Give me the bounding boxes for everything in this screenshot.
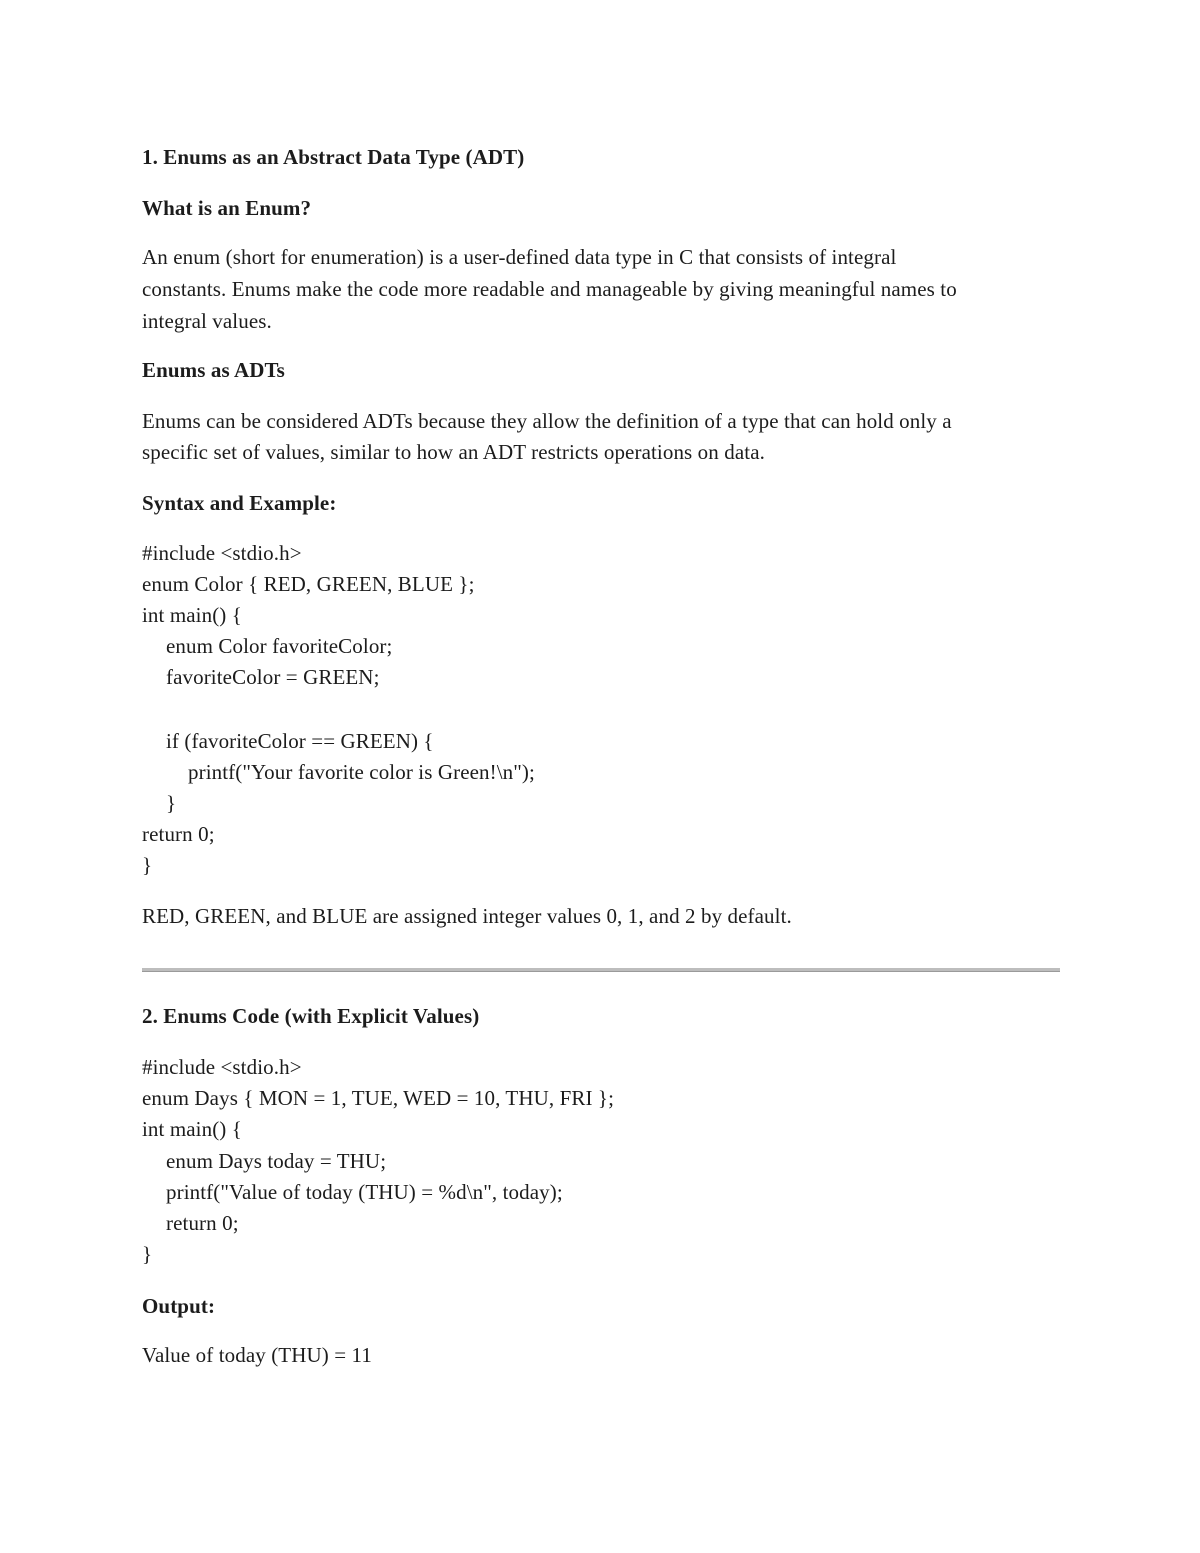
output-label: Output: bbox=[142, 1294, 216, 1318]
code-line: printf("Value of today (THU) = %d\n", today); bbox=[166, 1180, 563, 1204]
output-value: Value of today (THU) = 11 bbox=[142, 1343, 372, 1367]
paragraph-line: An enum (short for enumeration) is a user-defined data type in C that consists of integral bbox=[142, 245, 897, 269]
code-line: enum Days today = THU; bbox=[166, 1149, 387, 1173]
section-1-heading: 1. Enums as an Abstract Data Type (ADT) bbox=[142, 145, 525, 169]
code-line: } bbox=[142, 853, 153, 877]
code-line: enum Color { RED, GREEN, BLUE }; bbox=[142, 572, 475, 596]
section-2-heading: 2. Enums Code (with Explicit Values) bbox=[142, 1004, 480, 1028]
code-line: return 0; bbox=[142, 822, 215, 846]
code-line: } bbox=[142, 1242, 153, 1266]
paragraph-line: specific set of values, similar to how an ADT restricts operations on data. bbox=[142, 440, 765, 464]
code-line: if (favoriteColor == GREEN) { bbox=[166, 729, 434, 753]
paragraph-line: constants. Enums make the code more readable and manageable by giving meaningful names to bbox=[142, 277, 957, 301]
code-line: int main() { bbox=[142, 1117, 242, 1141]
code-line: #include <stdio.h> bbox=[142, 1055, 302, 1079]
default-values-note: RED, GREEN, and BLUE are assigned integer values 0, 1, and 2 by default. bbox=[142, 904, 792, 928]
code-line: return 0; bbox=[166, 1211, 239, 1235]
code-line: int main() { bbox=[142, 603, 242, 627]
enums-as-adts-subheading: Enums as ADTs bbox=[142, 358, 285, 382]
code-line: favoriteColor = GREEN; bbox=[166, 665, 380, 689]
what-is-enum-subheading: What is an Enum? bbox=[142, 196, 312, 220]
code-line: } bbox=[166, 791, 177, 815]
syntax-example-subheading: Syntax and Example: bbox=[142, 491, 337, 515]
section-divider bbox=[142, 968, 1060, 972]
code-line: enum Color favoriteColor; bbox=[166, 634, 393, 658]
code-line: #include <stdio.h> bbox=[142, 541, 302, 565]
paragraph-line: integral values. bbox=[142, 309, 272, 333]
code-line: enum Days { MON = 1, TUE, WED = 10, THU, FRI }; bbox=[142, 1086, 615, 1110]
code-line: printf("Your favorite color is Green!\n"); bbox=[188, 760, 535, 784]
paragraph-line: Enums can be considered ADTs because they allow the definition of a type that can hold only a bbox=[142, 409, 952, 433]
